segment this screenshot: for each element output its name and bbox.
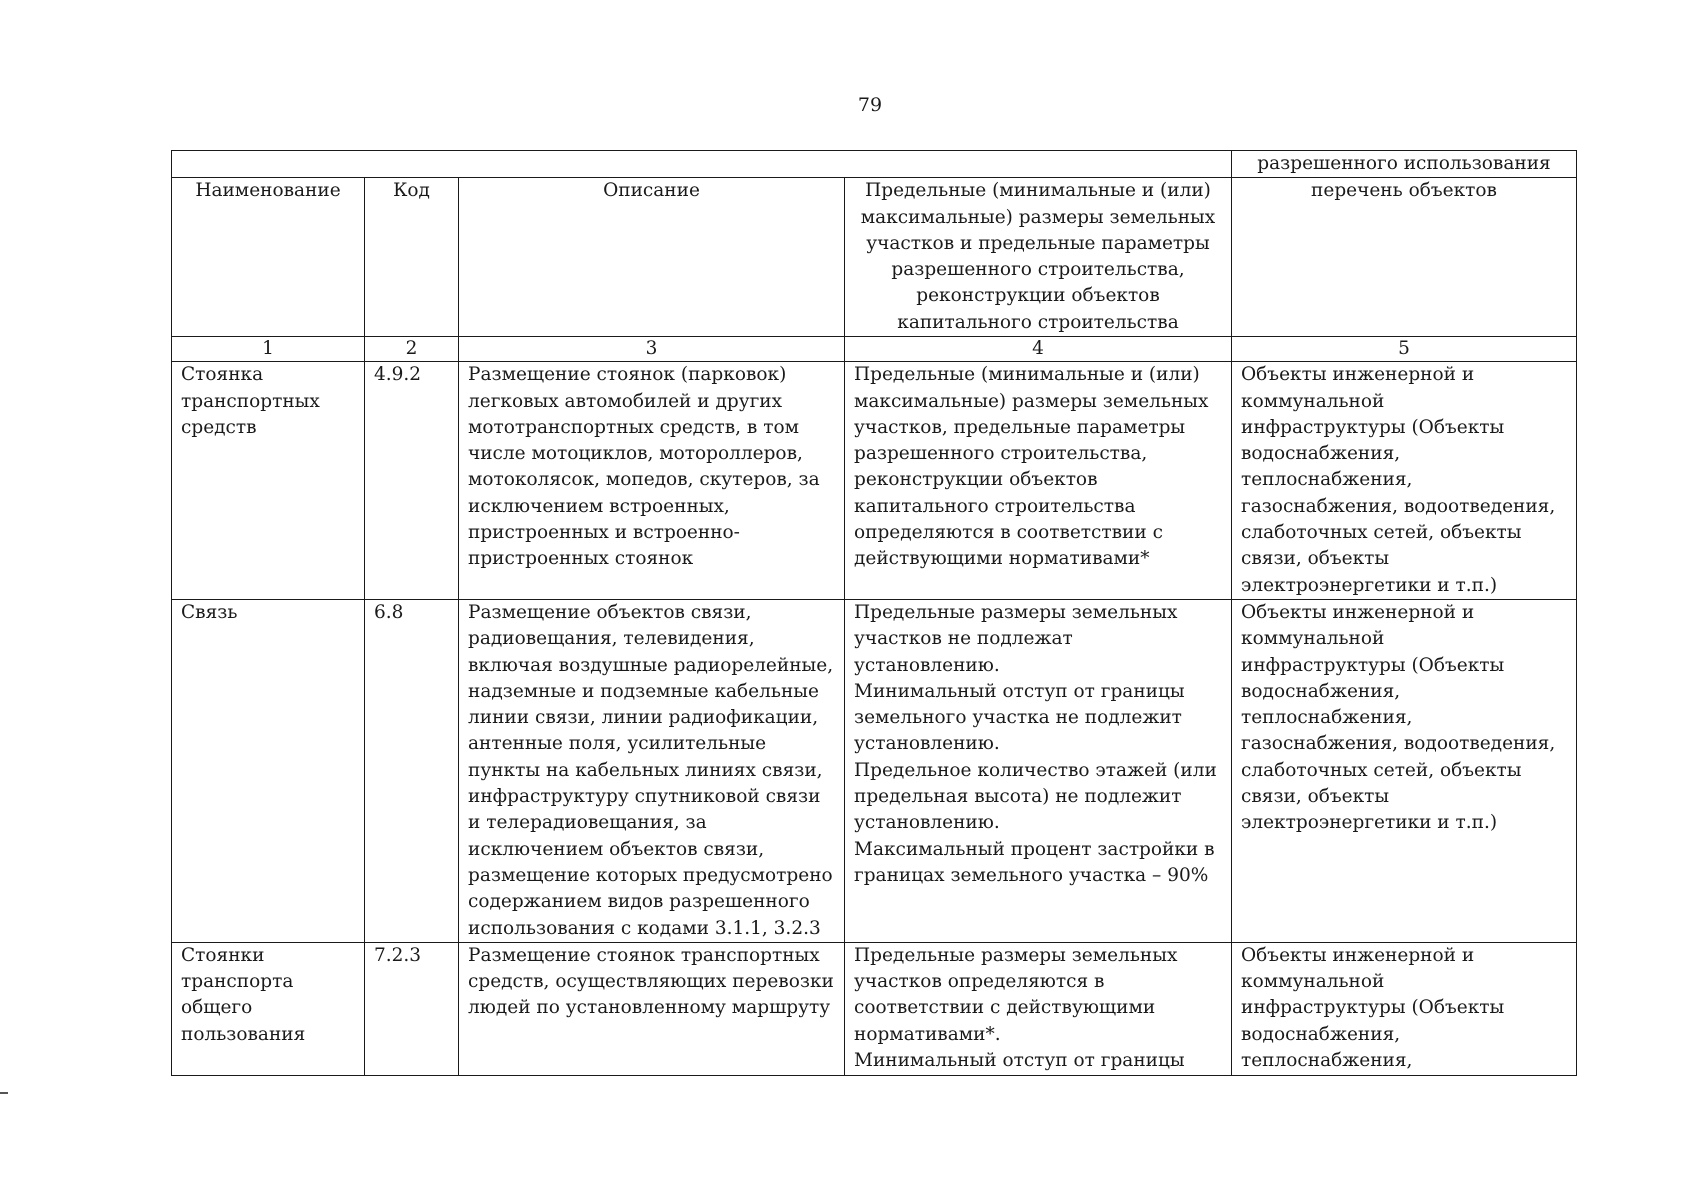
- column-number: 2: [365, 337, 459, 362]
- row-description: Размещение стоянок (парковок) легковых автомобилей и других мототранспортных средств, в том числе мотоциклов, мотороллеров, мотоколясок, мопедов, скутеров, за исключением встроенных, пристроенных и встроенно- пристроенных стоянок: [459, 362, 845, 600]
- row-parameters: Предельные (минимальные и (или) максимальные) размеры земельных участков, предельные параметры разрешенного строительства, реконструкции объектов капитального строительства определяются в соответствии с действующими нормативами*: [845, 362, 1232, 600]
- permitted-use-table: [171, 150, 1577, 1076]
- row-parameters: Предельные размеры земельных участков определяются в соответствии с действующими нормативами*. Минимальный отступ от границы: [845, 942, 1232, 1075]
- row-description: Размещение стоянок транспортных средств, осуществляющих перевозки людей по установленному маршруту: [459, 942, 845, 1075]
- table-top-strip: [172, 151, 1577, 178]
- row-name: Стоянка транспортных средств: [172, 362, 365, 600]
- row-name: Связь: [172, 599, 365, 942]
- table-row: [172, 942, 1577, 1075]
- column-number: 4: [845, 337, 1232, 362]
- row-parameters: Предельные размеры земельных участков не подлежат установлению. Минимальный отступ от границы земельного участка не подлежит установлению. Предельное количество этажей (или предельная высота) не подлежит установлению. Максимальный процент застройки в границах земельного участка – 90%: [845, 599, 1232, 942]
- column-number: 5: [1232, 337, 1577, 362]
- header-objects: перечень объектов: [1232, 178, 1577, 337]
- strip-label-cell: разрешенного использования: [1232, 151, 1577, 178]
- row-objects: Объекты инженерной и коммунальной инфраструктуры (Объекты водоснабжения, теплоснабжения,: [1232, 942, 1577, 1075]
- column-number-row: [172, 337, 1577, 362]
- row-code: 6.8: [365, 599, 459, 942]
- row-objects: Объекты инженерной и коммунальной инфраструктуры (Объекты водоснабжения, теплоснабжения, газоснабжения, водоотведения, слаботочных сетей, объекты связи, объекты электроэнергетики и т.п.): [1232, 362, 1577, 600]
- row-code: 4.9.2: [365, 362, 459, 600]
- header-name: Наименование: [172, 178, 365, 337]
- column-number: 1: [172, 337, 365, 362]
- header-code: Код: [365, 178, 459, 337]
- row-name: Стоянки транспорта общего пользования: [172, 942, 365, 1075]
- table-row: [172, 599, 1577, 942]
- header-description: Описание: [459, 178, 845, 337]
- table-row: [172, 362, 1577, 600]
- column-number: 3: [459, 337, 845, 362]
- row-objects: Объекты инженерной и коммунальной инфраструктуры (Объекты водоснабжения, теплоснабжения, газоснабжения, водоотведения, слаботочных сетей, объекты связи, объекты электроэнергетики и т.п.): [1232, 599, 1577, 942]
- page-number: 79: [857, 94, 883, 116]
- row-code: 7.2.3: [365, 942, 459, 1075]
- strip-empty-cell: [172, 151, 1232, 178]
- row-description: Размещение объектов связи, радиовещания, телевидения, включая воздушные радиорелейные, надземные и подземные кабельные линии связи, линии радиофикации, антенные поля, усилительные пункты на кабельных линиях связи, инфраструктуру спутниковой связи и телерадиовещания, за исключением объектов связи, размещение которых предусмотрено содержанием видов разрешенного использования с кодами 3.1.1, 3.2.3: [459, 599, 845, 942]
- margin-mark: [0, 1092, 8, 1094]
- header-parameters: Предельные (минимальные и (или) максимальные) размеры земельных участков и предельные параметры разрешенного строительства, реконструкции объектов капитального строительства: [845, 178, 1232, 337]
- document-page: [171, 150, 1576, 1076]
- table-header-row: [172, 178, 1577, 337]
